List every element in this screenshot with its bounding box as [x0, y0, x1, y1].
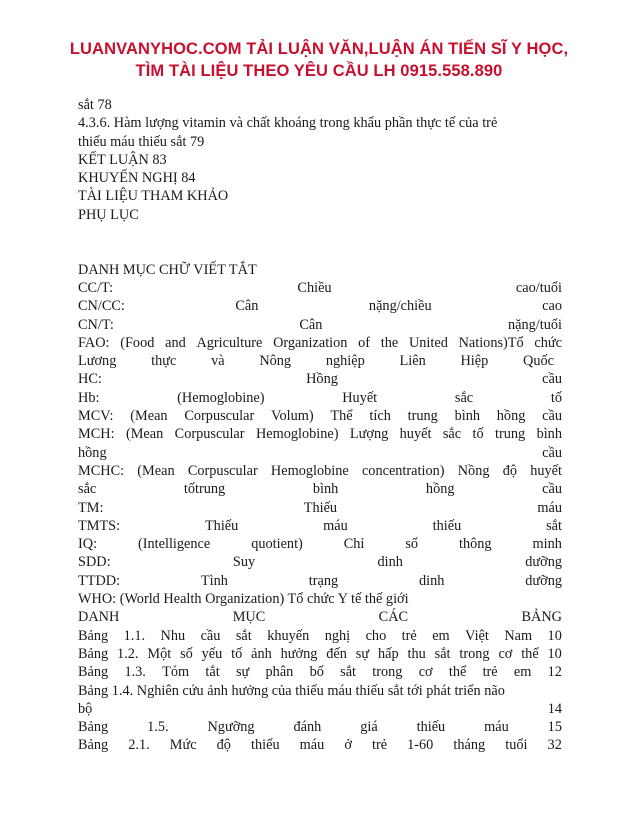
abbr-row [78, 334, 562, 352]
word: Thể [330, 408, 353, 425]
word: 2.1. [128, 737, 150, 754]
word: Quốc [523, 353, 554, 370]
word: ở [344, 737, 352, 754]
word: Hemoglobine [270, 462, 349, 479]
word: tố [550, 389, 562, 406]
abbr-row [78, 279, 562, 297]
word: Suy [232, 554, 256, 571]
document-body [78, 96, 562, 755]
word: Tóm [162, 664, 190, 681]
word: trung [407, 408, 438, 425]
word: sắc [442, 426, 462, 443]
word: 1.3. [124, 664, 146, 681]
word: huyết [399, 426, 432, 443]
word: Huyết [342, 389, 378, 406]
word: thực [151, 353, 177, 370]
word: Thiếu [303, 499, 338, 516]
word: máu [299, 737, 325, 754]
abbr-row [78, 297, 562, 315]
word: Lượng [349, 426, 389, 443]
word: thiếu [432, 517, 462, 534]
word: sắc [454, 389, 474, 406]
word: CN/CC: [78, 298, 125, 315]
abbr-row: WHO: (World Health Organization) Tổ chức Y tế thế giới [78, 591, 409, 608]
word: Hiệp [460, 353, 489, 370]
word: Corpuscular [187, 462, 258, 479]
word: 32 [547, 737, 562, 754]
word: TTDD: [78, 572, 121, 589]
abbr-row [78, 316, 562, 334]
word: Hb: [78, 389, 100, 406]
table-list-row [78, 718, 562, 736]
word: Bảng [78, 719, 109, 736]
word: cho [365, 627, 387, 644]
word: trẻ [482, 664, 498, 681]
table-word: 14 [547, 700, 562, 717]
word: Bảng [78, 664, 109, 681]
word: sắt [434, 645, 451, 662]
word: thiếu [416, 719, 446, 736]
abbr-word: hồng [78, 444, 107, 461]
word: nghiệp [325, 353, 365, 370]
word: số [405, 536, 419, 553]
word: Một [147, 645, 172, 662]
word: the [380, 334, 399, 351]
table-list-row [78, 663, 562, 681]
word: em [432, 627, 450, 644]
word: Ngưỡng [207, 719, 255, 736]
word: đánh [293, 719, 322, 736]
word: MCH: [78, 426, 115, 443]
word: Bảng [78, 627, 109, 644]
word: Bảng [78, 737, 109, 754]
word: sắt [340, 664, 357, 681]
word: độ [502, 462, 518, 479]
word: dưỡng [525, 572, 562, 589]
word: và [211, 353, 225, 370]
word: (Food [120, 334, 155, 351]
word: CN/T: [78, 316, 114, 333]
word: dinh [418, 572, 445, 589]
abbr-row [78, 444, 562, 462]
word: DANH [78, 609, 120, 626]
abbr-row [78, 553, 562, 571]
word: (Mean [137, 462, 175, 479]
word: trung [494, 426, 526, 443]
toc-line: TÀI LIỆU THAM KHẢO [78, 188, 229, 205]
word: (Mean [130, 408, 168, 425]
word: thể [448, 664, 467, 681]
word: bình [312, 481, 339, 498]
word: 1.1. [123, 627, 146, 644]
word: nghị [324, 627, 351, 644]
word: yếu [201, 645, 223, 662]
word: (Intelligence [138, 536, 211, 553]
word: máu [484, 719, 509, 736]
word: phân [265, 664, 294, 681]
abbr-row [78, 425, 562, 443]
toc-line: KẾT LUẬN 83 [78, 151, 167, 168]
abbr-row [78, 407, 562, 425]
word: 10 [547, 627, 562, 644]
toc-line: KHUYẾN NGHỊ 84 [78, 170, 196, 187]
word: SDD: [78, 554, 111, 571]
word: thông [459, 536, 492, 553]
word: thu [407, 645, 426, 662]
word: 1-60 [407, 737, 434, 754]
word: Agriculture [196, 334, 263, 351]
word: sự [355, 645, 370, 662]
word: bình [536, 426, 562, 443]
abbr-row [78, 572, 562, 590]
word: cơ [418, 664, 433, 681]
word: Nations)Tổ [458, 334, 524, 351]
word: Chiều [297, 279, 332, 296]
word: cao [542, 298, 562, 315]
word: giá [360, 719, 378, 736]
word: trong [372, 664, 403, 681]
word: (Hemoglobine) [177, 389, 265, 406]
abbr-row [78, 352, 562, 370]
word: sắt [546, 517, 562, 534]
word: sự [235, 664, 250, 681]
word: Nồng [457, 462, 490, 479]
word: 1.2. [117, 645, 139, 662]
toc-line: sắt 78 [78, 97, 112, 113]
word: MCHC: [78, 462, 125, 479]
word: cầu [542, 408, 562, 425]
word: tuổi [505, 737, 528, 754]
word: bố [309, 664, 324, 681]
word: (Mean [125, 426, 164, 443]
word: trong [459, 645, 490, 662]
word: tích [369, 408, 391, 425]
word: thể [521, 645, 539, 662]
abbr-row [78, 499, 562, 517]
word: HC: [78, 371, 102, 388]
word: cầu [542, 371, 562, 388]
word: Mức [169, 737, 197, 754]
word: Chỉ [343, 536, 365, 553]
word: máu [537, 499, 562, 516]
word: tốtrung [183, 481, 226, 498]
word: CC/T: [78, 279, 114, 296]
word: Volum) [271, 408, 314, 425]
word: Organization [273, 334, 348, 351]
word: Nam [504, 627, 533, 644]
word: nặng/tuổi [507, 316, 562, 333]
abbreviations-heading: DANH MỤC CHỮ VIẾT TẮT [78, 261, 257, 278]
word: Tình [200, 572, 228, 589]
word: and [165, 334, 186, 351]
word: trẻ [371, 737, 388, 754]
word: United [408, 334, 448, 351]
word: bình [454, 408, 480, 425]
abbr-row [78, 389, 562, 407]
word: sắc [78, 481, 97, 498]
word: tắt [205, 664, 220, 681]
table-list-row [78, 645, 562, 663]
word: số [180, 645, 193, 662]
word: Thiếu [204, 517, 239, 534]
word: tố [472, 426, 484, 443]
word: Cân [235, 298, 259, 315]
word: concentration) [361, 462, 445, 479]
word: ảnh [251, 645, 272, 662]
word: em [513, 664, 532, 681]
table-list-row [78, 736, 562, 754]
word: thiếu [251, 737, 280, 754]
word: nặng/chiều [368, 298, 432, 315]
word: huyết [530, 462, 562, 479]
word: MCV: [78, 408, 114, 425]
word: Hemoglobine) [255, 426, 339, 443]
table-list-row [78, 627, 562, 645]
word: trạng [308, 572, 339, 589]
word: cơ [498, 645, 513, 662]
abbr-row [78, 370, 562, 388]
word: sắt [235, 627, 252, 644]
word: CÁC [378, 609, 409, 626]
table-word: bộ [78, 700, 93, 717]
toc-line: thiếu máu thiếu sắt 79 [78, 133, 205, 150]
word: hồng [425, 481, 455, 498]
spacer [78, 224, 562, 261]
table-list-row [78, 700, 562, 718]
word: Việt [465, 627, 489, 644]
word: tháng [453, 737, 486, 754]
abbr-row [78, 535, 562, 553]
word: MỤC [232, 609, 266, 626]
word: Nông [259, 353, 292, 370]
word: minh [532, 536, 562, 553]
word: BẢNG [521, 609, 562, 626]
word: cầu [200, 627, 221, 644]
word: chức [534, 334, 562, 351]
word: độ [216, 737, 231, 754]
word: Corpuscular [184, 408, 255, 425]
abbr-row [78, 462, 562, 480]
table-list-row: Bảng 1.4. Nghiên cứu ảnh hưởng của thiếu máu thiếu sắt tới phát triển não [78, 682, 505, 699]
word: TMTS: [78, 517, 121, 534]
word: cao/tuổi [515, 279, 562, 296]
word: 15 [547, 719, 562, 736]
word: Nhu [160, 627, 186, 644]
header-banner [0, 38, 638, 82]
toc-line: PHỤ LỤC [78, 206, 139, 223]
word: Cân [299, 316, 323, 333]
tables-heading [78, 608, 562, 626]
word: hồng [496, 408, 526, 425]
word: 10 [547, 645, 562, 662]
abbr-word: cầu [542, 444, 562, 461]
banner-line-1: LUANVANYHOC.COM TẢI LUẬN VĂN,LUẬN ÁN TIẾN SĨ Y HỌC, [69, 40, 569, 58]
banner-line-2: TÌM TÀI LIỆU THEO YÊU CẦU LH 0915.558.890 [135, 62, 503, 80]
word: dinh [377, 554, 403, 571]
word: Liên [399, 353, 426, 370]
word: khuyến [267, 627, 310, 644]
word: máu [323, 517, 348, 534]
word: Bảng [78, 645, 109, 662]
word: tố [231, 645, 243, 662]
word: 12 [547, 664, 562, 681]
word: Lương [78, 353, 117, 370]
word: dưỡng [525, 554, 562, 571]
word: FAO: [78, 334, 110, 351]
abbr-row [78, 517, 562, 535]
word: Corpuscular [174, 426, 245, 443]
word: cầu [542, 481, 562, 498]
word: hấp [377, 645, 399, 662]
word: quotient) [251, 536, 303, 553]
word: trẻ [401, 627, 417, 644]
word: TM: [78, 499, 104, 516]
word: 1.5. [147, 719, 169, 736]
toc-line: 4.3.6. Hàm lượng vitamin và chất khoáng trong khẩu phần thực tế của trẻ [78, 115, 498, 132]
word: of [358, 334, 371, 351]
abbr-row [78, 480, 562, 498]
word: hưởng [280, 645, 318, 662]
word: Hồng [306, 371, 338, 388]
word: IQ: [78, 536, 98, 553]
word: đến [326, 645, 347, 662]
